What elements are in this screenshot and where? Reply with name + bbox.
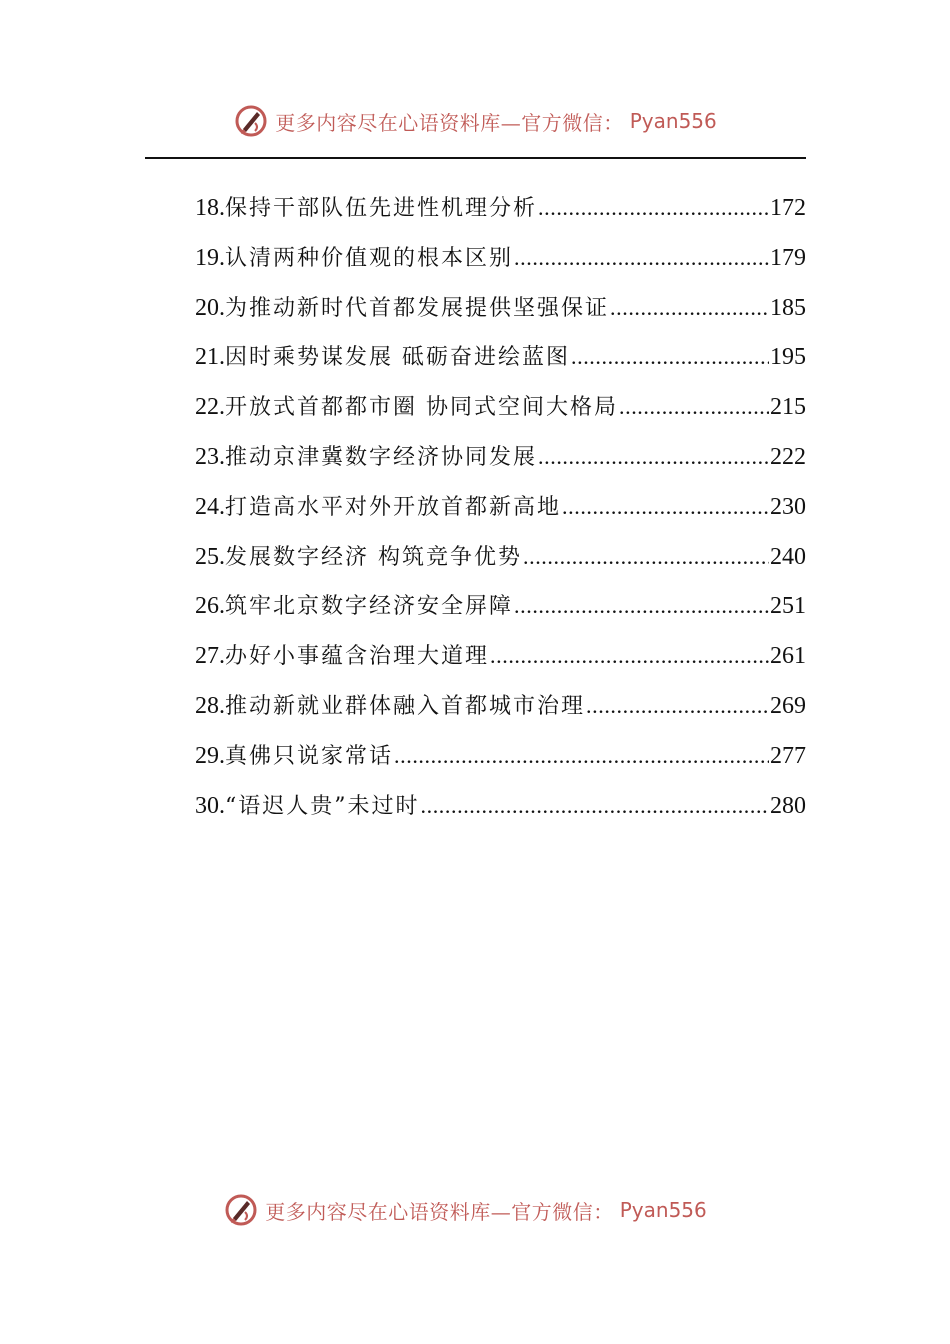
table-of-contents: [195, 186, 806, 833]
toc-entry-number: 28.: [195, 692, 225, 719]
toc-entry-number: 21.: [195, 344, 225, 371]
toc-entry-page: 185: [770, 294, 806, 321]
header-banner-content: [233, 103, 717, 139]
toc-entry-number: 22.: [195, 394, 225, 421]
toc-leader-dots: [421, 784, 770, 828]
toc-entry-number: 27.: [195, 643, 225, 670]
header-rule: [145, 157, 806, 159]
toc-entry-title: 推动新就业群体融入首都城市治理: [225, 693, 586, 719]
toc-entry-page: 230: [770, 493, 806, 520]
footer-wechat-id: Pyan556: [619, 1198, 707, 1222]
toc-entry[interactable]: [195, 485, 806, 535]
toc-entry-number: 20.: [195, 294, 225, 321]
toc-leader-dots: [394, 734, 769, 778]
toc-entry-number: 24.: [195, 493, 225, 520]
toc-entry[interactable]: [195, 535, 806, 585]
header-wechat-id: Pyan556: [629, 109, 717, 133]
toc-entry-number: 25.: [195, 543, 225, 570]
toc-entry-page: 280: [770, 792, 806, 819]
toc-entry[interactable]: [195, 734, 806, 784]
toc-entry[interactable]: [195, 186, 806, 236]
toc-leader-dots: [514, 584, 769, 628]
toc-entry[interactable]: [195, 335, 806, 385]
toc-entry-page: 261: [770, 643, 806, 670]
toc-leader-dots: [562, 485, 769, 529]
toc-entry-title: 因时乘势谋发展 砥砺奋进绘蓝图: [225, 345, 570, 371]
toc-entry-title: 筑牢北京数字经济安全屏障: [225, 594, 514, 620]
toc-leader-dots: [514, 236, 769, 280]
toc-entry[interactable]: [195, 584, 806, 634]
toc-entry-page: 222: [770, 443, 806, 470]
toc-entry[interactable]: [195, 236, 806, 286]
toc-leader-dots: [490, 634, 769, 678]
toc-entry-title: 打造高水平对外开放首都新高地: [225, 494, 562, 520]
toc-entry-number: 29.: [195, 742, 225, 769]
toc-leader-dots: [538, 435, 769, 479]
pen-logo-icon: [233, 103, 269, 139]
toc-leader-dots: [571, 335, 769, 379]
pen-logo-icon: [223, 1192, 259, 1228]
toc-entry-page: 251: [770, 593, 806, 620]
toc-entry-page: 195: [770, 344, 806, 371]
header-banner-text: 更多内容尽在心语资料库—官方微信：: [275, 110, 624, 135]
toc-entry[interactable]: [195, 286, 806, 336]
toc-entry-title: 为推动新时代首都发展提供坚强保证: [225, 295, 610, 321]
toc-entry[interactable]: [195, 435, 806, 485]
toc-leader-dots: [610, 286, 769, 330]
toc-entry-number: 19.: [195, 244, 225, 271]
toc-entry-page: 277: [770, 742, 806, 769]
toc-entry-title: 办好小事蕴含治理大道理: [225, 644, 490, 670]
toc-leader-dots: [523, 535, 769, 579]
toc-entry-page: 240: [770, 543, 806, 570]
footer-banner: [0, 1190, 940, 1230]
toc-entry[interactable]: [195, 385, 806, 435]
toc-entry-page: 179: [770, 244, 806, 271]
toc-leader-dots: [538, 186, 769, 230]
toc-entry-number: 30.: [195, 792, 225, 819]
footer-banner-content: [223, 1192, 707, 1228]
footer-banner-text: 更多内容尽在心语资料库—官方微信：: [265, 1199, 614, 1224]
toc-leader-dots: [619, 385, 769, 429]
toc-entry-page: 172: [770, 195, 806, 221]
toc-entry-page: 215: [770, 394, 806, 421]
toc-entry[interactable]: [195, 684, 806, 734]
toc-entry-title: 开放式首都都市圈 协同式空间大格局: [225, 395, 618, 421]
toc-entry-title: 发展数字经济 构筑竞争优势: [225, 544, 522, 570]
toc-entry[interactable]: [195, 634, 806, 684]
toc-entry-title: 真佛只说家常话: [225, 743, 394, 769]
toc-entry-number: 26.: [195, 593, 225, 620]
toc-entry-title: 认清两种价值观的根本区别: [225, 245, 514, 271]
toc-entry-title: “语迟人贵”未过时: [225, 793, 420, 819]
toc-entry-number: 18.: [195, 195, 225, 221]
toc-entry-page: 269: [770, 692, 806, 719]
toc-entry-title: 保持干部队伍先进性机理分析: [225, 196, 538, 221]
toc-entry-number: 23.: [195, 443, 225, 470]
header-banner: [0, 101, 950, 141]
toc-leader-dots: [586, 684, 769, 728]
toc-entry[interactable]: [195, 784, 806, 834]
toc-entry-title: 推动京津冀数字经济协同发展: [225, 444, 538, 470]
